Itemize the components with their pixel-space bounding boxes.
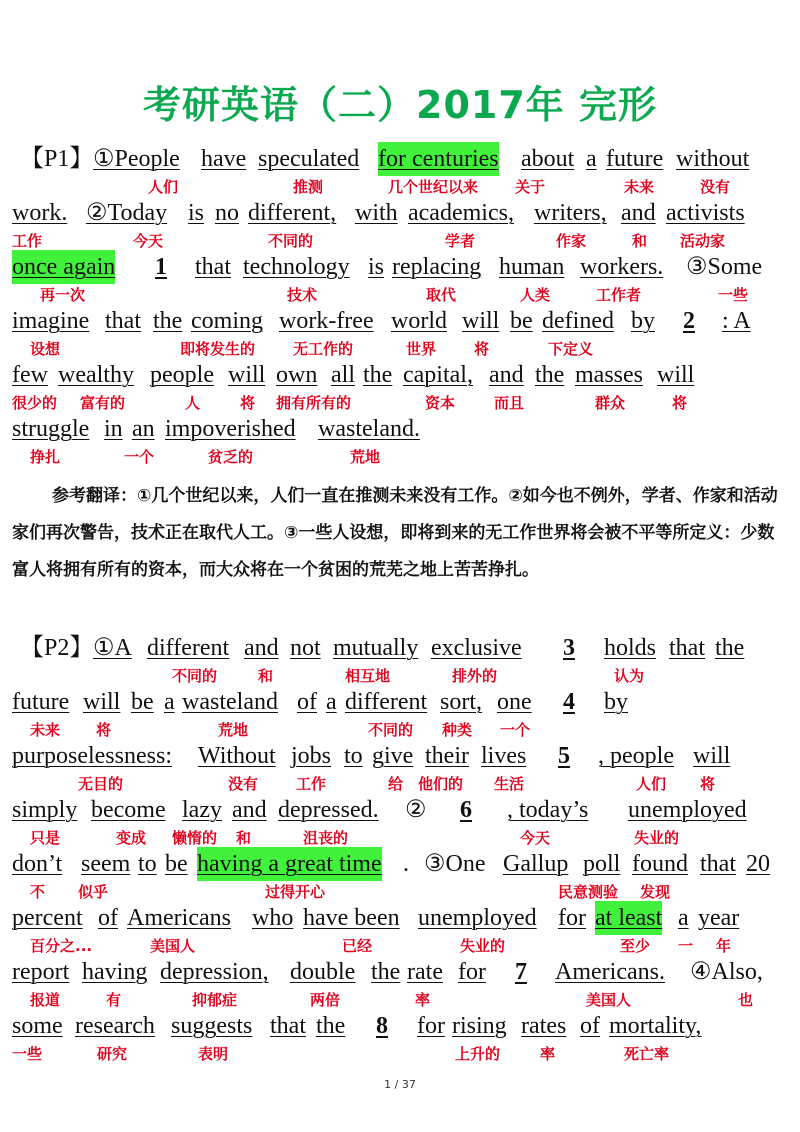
word: different [345, 689, 428, 715]
gloss: 技术 [287, 286, 318, 304]
word: will [228, 362, 266, 388]
gloss: 有 [106, 991, 122, 1009]
word: Without [198, 743, 276, 769]
highlighted-phrase: at least [595, 901, 662, 935]
word: give [372, 743, 414, 769]
gloss: 沮丧的 [303, 829, 349, 847]
gloss: 至少 [620, 937, 651, 955]
p2-line-1 [0, 631, 800, 665]
gloss: 只是 [30, 829, 61, 847]
word: 20 [746, 851, 770, 877]
p1-line-4 [0, 304, 800, 338]
gloss: 资本 [425, 394, 456, 412]
reference-translation: 参考翻译：①几个世纪以来，人们一直在推测未来没有工作。②如今也不例外，学者、作家和活动家们再次警告，技术正在取代人工。③一些人设想，即将到来的无工作世界将会被不平等所定义：少数富人将拥有所有的资本，而大众将在一个贫困的荒芜之地上苦苦挣扎。 [12, 486, 778, 580]
word: not [290, 635, 321, 661]
word: world [391, 308, 447, 334]
gloss: 死亡率 [624, 1045, 670, 1063]
p2-line-2 [0, 685, 800, 719]
word: found [632, 851, 688, 877]
word: about [521, 146, 575, 172]
word: speculated [258, 146, 360, 172]
gloss: 抑郁症 [192, 991, 238, 1009]
word: , today’s [507, 797, 589, 823]
gloss: 将 [96, 721, 112, 739]
gloss: 发现 [640, 883, 671, 901]
word: replacing [392, 254, 482, 280]
word: human [499, 254, 565, 280]
gloss: 不同的 [268, 232, 314, 250]
word: having [82, 959, 148, 985]
word: different, [248, 200, 337, 226]
gloss: 没有 [700, 178, 731, 196]
word: ② [405, 797, 427, 823]
gloss: 美国人 [150, 937, 196, 955]
blank-number: 1 [155, 254, 167, 280]
gloss-row [0, 827, 800, 849]
word: rising [452, 1013, 507, 1039]
word: academics, [408, 200, 514, 226]
page-number: 1 / 37 [384, 1078, 416, 1091]
gloss: 作家 [556, 232, 587, 250]
gloss: 拥有所有的 [276, 394, 352, 412]
gloss: 即将发生的 [180, 340, 256, 358]
word: don’t [12, 851, 63, 877]
word: will [693, 743, 731, 769]
gloss: 失业的 [460, 937, 506, 955]
word: wasteland [182, 689, 278, 715]
blank-number: 8 [376, 1013, 388, 1039]
word: rate [407, 959, 443, 985]
word: wealthy [58, 362, 134, 388]
word: imagine [12, 308, 90, 334]
word: struggle [12, 416, 90, 442]
gloss: 工作 [296, 775, 327, 793]
gloss: 推测 [293, 178, 324, 196]
word: report [12, 959, 70, 985]
gloss: 而且 [494, 394, 525, 412]
word: with [355, 200, 398, 226]
gloss: 人 [185, 394, 201, 412]
gloss: 一些 [718, 286, 749, 304]
word: will [462, 308, 500, 334]
gloss: 无工作的 [293, 340, 354, 358]
word: lives [481, 743, 527, 769]
p2-line-5 [0, 847, 800, 881]
gloss: 率 [415, 991, 431, 1009]
gloss: 懒惰的 [172, 829, 218, 847]
page-title: 考研英语（二）2017年 完形 [143, 83, 657, 127]
gloss: 一个 [500, 721, 531, 739]
gloss: 今天 [520, 829, 551, 847]
gloss: 和 [632, 232, 648, 250]
highlighted-phrase: for centuries [378, 142, 499, 176]
paragraph-marker: 【P1】 [20, 146, 94, 172]
word: different [147, 635, 230, 661]
gloss: 不 [30, 883, 46, 901]
gloss: 没有 [228, 775, 259, 793]
gloss: 未来 [624, 178, 655, 196]
word: jobs [291, 743, 332, 769]
blank-number: 6 [460, 797, 472, 823]
word: double [290, 959, 356, 985]
word: seem [81, 851, 131, 877]
gloss: 不同的 [368, 721, 414, 739]
word: work. [12, 200, 68, 226]
gloss: 取代 [426, 286, 457, 304]
gloss: 给 [388, 775, 404, 793]
gloss: 美国人 [586, 991, 632, 1009]
word: depressed. [278, 797, 379, 823]
word: future [606, 146, 664, 172]
gloss: 已经 [342, 937, 373, 955]
word: some [12, 1013, 63, 1039]
p2-line-6 [0, 901, 800, 935]
word: the [535, 362, 565, 388]
word: depression, [160, 959, 269, 985]
gloss: 他们的 [418, 775, 464, 793]
gloss: 挣扎 [30, 448, 61, 466]
gloss-row [0, 446, 800, 468]
gloss: 设想 [30, 340, 61, 358]
blank-number: 7 [515, 959, 527, 985]
gloss: 荒地 [218, 721, 249, 739]
gloss: 也 [738, 991, 754, 1009]
p1-line-2 [0, 196, 800, 230]
word: own [276, 362, 318, 388]
gloss: 似乎 [78, 883, 109, 901]
word: become [91, 797, 166, 823]
word: that [669, 635, 705, 661]
gloss: 两倍 [310, 991, 341, 1009]
word: for [558, 905, 586, 931]
gloss: 将 [672, 394, 688, 412]
word: exclusive [431, 635, 522, 661]
word: for [417, 1013, 445, 1039]
word: technology [243, 254, 350, 280]
word: unemployed [628, 797, 747, 823]
word: ②Today [86, 200, 168, 226]
gloss-row [0, 1043, 800, 1065]
word: people [150, 362, 214, 388]
gloss: 世界 [406, 340, 437, 358]
word: research [75, 1013, 155, 1039]
gloss: 未来 [30, 721, 61, 739]
gloss-row [0, 719, 800, 741]
word: one [497, 689, 532, 715]
gloss-row [0, 284, 800, 306]
word: be [510, 308, 533, 334]
word: Americans [127, 905, 231, 931]
gloss: 活动家 [680, 232, 726, 250]
gloss: 人们 [148, 178, 179, 196]
word: by [631, 308, 655, 334]
word: the [316, 1013, 346, 1039]
word: that [700, 851, 736, 877]
word: lazy [182, 797, 222, 823]
word: the [371, 959, 401, 985]
gloss: 一些 [12, 1045, 43, 1063]
gloss: 百分之... [30, 937, 93, 955]
word: have [201, 146, 247, 172]
p2-line-8 [0, 1009, 800, 1043]
word: sort, [440, 689, 482, 715]
word: of [580, 1013, 600, 1039]
word: Gallup [503, 851, 569, 877]
gloss: 关于 [515, 178, 546, 196]
gloss: 贫乏的 [208, 448, 254, 466]
word: few [12, 362, 48, 388]
word: year [698, 905, 740, 931]
gloss: 群众 [595, 394, 626, 412]
word: the [715, 635, 745, 661]
word: ①A [93, 635, 132, 661]
gloss: 相互地 [345, 667, 391, 685]
word: have been [303, 905, 400, 931]
word: a [586, 146, 597, 172]
word: purposelessness: [12, 743, 172, 769]
p2-line-3 [0, 739, 800, 773]
gloss: 将 [700, 775, 716, 793]
word: that [270, 1013, 306, 1039]
word: wasteland. [318, 416, 420, 442]
word: that [105, 308, 141, 334]
gloss-row [0, 773, 800, 795]
word: masses [575, 362, 643, 388]
p1-line-5 [0, 358, 800, 392]
gloss: 失业的 [634, 829, 680, 847]
word: suggests [171, 1013, 253, 1039]
gloss: 人们 [636, 775, 667, 793]
word: an [132, 416, 155, 442]
word: the [153, 308, 183, 334]
word: work-free [279, 308, 374, 334]
word: their [425, 743, 469, 769]
word: to [344, 743, 363, 769]
word: defined [542, 308, 614, 334]
p1-line-3 [0, 250, 800, 284]
word: without [676, 146, 750, 172]
highlighted-phrase: once again [12, 250, 115, 284]
gloss: 工作 [12, 232, 43, 250]
word: simply [12, 797, 78, 823]
blank-number: 3 [563, 635, 575, 661]
word: will [83, 689, 121, 715]
word: impoverished [165, 416, 296, 442]
word: be [131, 689, 154, 715]
word: who [252, 905, 294, 931]
word: ④Also, [690, 959, 763, 985]
gloss-row [0, 338, 800, 360]
gloss: 生活 [494, 775, 525, 793]
gloss-row [0, 665, 800, 687]
word: mutually [333, 635, 419, 661]
word: mortality, [609, 1013, 702, 1039]
gloss: 上升的 [455, 1045, 501, 1063]
gloss-row [0, 881, 800, 903]
word: all [331, 362, 355, 388]
gloss-row [0, 989, 800, 1011]
gloss: 民意测验 [558, 883, 619, 901]
word: of [98, 905, 118, 931]
gloss: 将 [474, 340, 490, 358]
word: of [297, 689, 317, 715]
word: to [138, 851, 157, 877]
word: by [604, 689, 628, 715]
word: percent [12, 905, 83, 931]
gloss-row [0, 230, 800, 252]
p2-line-4 [0, 793, 800, 827]
word: and [621, 200, 656, 226]
gloss: 种类 [442, 721, 473, 739]
word: Americans. [555, 959, 665, 985]
p1-line-6 [0, 412, 800, 446]
gloss: 认为 [614, 667, 645, 685]
gloss: 再一次 [40, 286, 86, 304]
word: , people [598, 743, 674, 769]
gloss: 和 [236, 829, 252, 847]
highlighted-phrase: having a great time [197, 847, 382, 881]
blank-number: 5 [558, 743, 570, 769]
word: future [12, 689, 70, 715]
word: no [215, 200, 239, 226]
word: for [458, 959, 486, 985]
punctuation: . [403, 851, 409, 877]
word: rates [521, 1013, 567, 1039]
gloss: 排外的 [452, 667, 498, 685]
gloss-row [0, 176, 800, 198]
paragraph-marker: 【P2】 [20, 635, 94, 661]
p2-line-7 [0, 955, 800, 989]
gloss: 将 [240, 394, 256, 412]
word: coming [191, 308, 263, 334]
word: activists [666, 200, 745, 226]
gloss: 工作者 [596, 286, 642, 304]
word: unemployed [418, 905, 537, 931]
word: a [326, 689, 337, 715]
gloss: 年 [716, 937, 732, 955]
gloss: 过得开心 [265, 883, 326, 901]
gloss: 一 [678, 937, 694, 955]
gloss: 下定义 [548, 340, 594, 358]
gloss: 研究 [97, 1045, 128, 1063]
p1-line-1 [0, 142, 800, 176]
gloss: 学者 [445, 232, 476, 250]
gloss: 一个 [124, 448, 155, 466]
gloss: 今天 [133, 232, 164, 250]
word: that [195, 254, 231, 280]
word: workers. [580, 254, 664, 280]
word: ①People [93, 146, 180, 172]
word: in [104, 416, 123, 442]
gloss: 无目的 [78, 775, 124, 793]
gloss: 很少的 [12, 394, 58, 412]
blank-number: 2 [683, 308, 695, 334]
word: be [165, 851, 188, 877]
gloss-row [0, 935, 800, 957]
word: a [678, 905, 689, 931]
gloss-row [0, 392, 800, 414]
gloss: 不同的 [172, 667, 218, 685]
word: ③Some [686, 254, 763, 280]
word: and [489, 362, 524, 388]
word: ③One [424, 851, 486, 877]
gloss: 和 [258, 667, 274, 685]
word: capital, [403, 362, 473, 388]
gloss: 几个世纪以来 [388, 178, 479, 196]
gloss: 表明 [198, 1045, 229, 1063]
gloss: 荒地 [350, 448, 381, 466]
gloss: 人类 [520, 286, 551, 304]
word: writers, [534, 200, 607, 226]
word: a [164, 689, 175, 715]
word: poll [583, 851, 621, 877]
gloss: 报道 [30, 991, 61, 1009]
word: is [368, 254, 385, 280]
gloss: 富有的 [80, 394, 126, 412]
word: is [188, 200, 205, 226]
gloss: 率 [540, 1045, 556, 1063]
word: : A [722, 308, 751, 334]
gloss: 变成 [116, 829, 147, 847]
word: will [657, 362, 695, 388]
word: the [363, 362, 393, 388]
word: and [232, 797, 267, 823]
word: holds [604, 635, 657, 661]
blank-number: 4 [563, 689, 575, 715]
word: and [244, 635, 279, 661]
